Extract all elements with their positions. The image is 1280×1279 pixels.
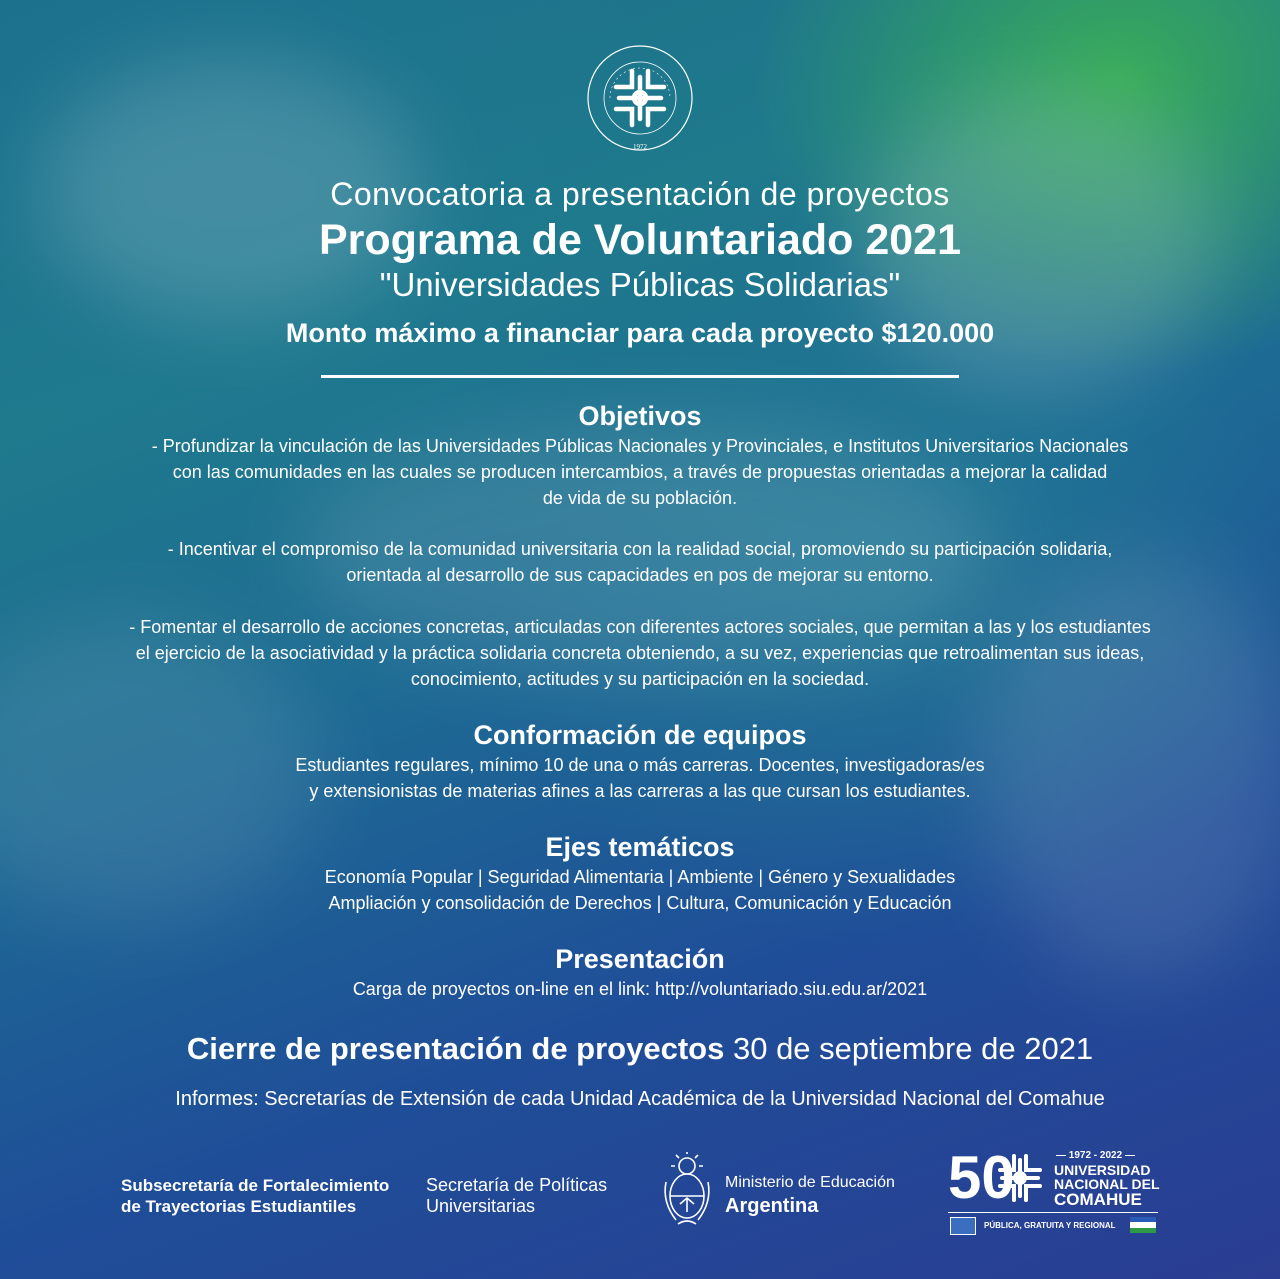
unco-divider [948,1212,1158,1213]
call-for-projects-line: Convocatoria a presentación de proyectos [330,176,950,212]
ejes-line: Economía Popular | Seguridad Alimentaria | Ambiente | Género y Sexualidades [324,867,956,887]
ejes-heading: Ejes temáticos [545,832,735,862]
argentina-coat-of-arms-icon [660,1152,714,1228]
equipos-heading: Conformación de equipos [473,720,807,750]
presentacion-link-line: Carga de proyectos on-line en el link: http://voluntariado.siu.edu.ar/2021 [352,979,928,999]
subsecretaria-line: de Trayectorias Estudiantiles [121,1197,357,1216]
subsecretaria-logo [121,1175,389,1217]
unco-name [1054,1163,1160,1208]
objetivo-line: conocimiento, actitudes y su participación en la sociedad. [410,669,870,689]
ministerio-line: Ministerio de Educación [725,1174,895,1191]
divider [321,375,959,378]
university-seal-small-icon [992,1150,1048,1206]
province-flag-icon [950,1217,976,1235]
deadline [0,1031,1280,1067]
secretaria-line: Secretaría de Políticas [426,1175,608,1195]
max-amount: Monto máximo a financiar para cada proyecto $120.000 [285,318,995,348]
presentacion-heading: Presentación [555,944,725,974]
page-title: Programa de Voluntariado 2021 [318,216,962,264]
objetivo-line: - Profundizar la vinculación de las Universidades Públicas Nacionales y Provinciales, e Institutos Universitarios Nacionales [151,436,1129,456]
subsecretaria-line: Subsecretaría de Fortalecimiento [121,1176,390,1195]
objetivo-line: orientada al desarrollo de sus capacidades en pos de mejorar su entorno. [346,565,934,585]
ejes-text [0,864,1280,916]
fifty-years-number: 50 [948,1144,1015,1211]
equipos-line: y extensionistas de materias afines a las carreras a las que cursan los estudiantes. [309,781,971,801]
objetivo-2 [0,536,1280,588]
unco-50-logo [948,1144,1163,1240]
ministerio-logo [725,1172,895,1219]
svg-text:1972: 1972 [633,143,647,151]
unco-name-line: COMAHUE [1054,1190,1142,1209]
secretaria-line: Universitarias [426,1196,536,1216]
informes: Informes: Secretarías de Extensión de cada Unidad Académica de la Universidad Nacional del Comahue [175,1088,1105,1110]
secretaria-logo [426,1175,607,1217]
unco-tagline: PÚBLICA, GRATUITA Y REGIONAL [984,1221,1116,1230]
province-flag-2-icon [1130,1217,1156,1233]
subtitle: "Universidades Públicas Solidarias" [379,266,901,303]
equipos-line: Estudiantes regulares, mínimo 10 de una o más carreras. Docentes, investigadoras/es [295,755,985,775]
objetivo-1 [0,433,1280,511]
objetivo-3 [0,614,1280,692]
objetivo-line: con las comunidades en las cuales se producen intercambios, a través de propuestas orientadas a mejorar la calidad [172,462,1108,482]
objetivo-line: el ejercicio de la asociatividad y la práctica solidaria concreta obteniendo, a su vez, experiencias que retroalimentan sus ideas, [135,643,1145,663]
objetivos-heading: Objetivos [578,401,702,431]
objetivo-line: - Incentivar el compromiso de la comunidad universitaria con la realidad social, promoviendo su participación solidaria, [167,539,1113,559]
unco-years: — 1972 - 2022 — [1056,1150,1135,1161]
university-seal-icon [585,43,695,153]
unco-name-line: NACIONAL DEL [1054,1176,1160,1192]
ministerio-line: Argentina [725,1195,819,1217]
unco-name-line: UNIVERSIDAD [1054,1162,1151,1178]
equipos-text [0,752,1280,804]
deadline-date: 30 de septiembre de 2021 [732,1031,1094,1066]
objetivo-line: - Fomentar el desarrollo de acciones concretas, articuladas con diferentes actores sociales, que permitan a las y los estudiantes [129,617,1151,637]
objetivo-line: de vida de su población. [542,488,738,508]
ejes-line: Ampliación y consolidación de Derechos | Cultura, Comunicación y Educación [328,893,952,913]
unco-years-text: 1972 - 2022 [1068,1150,1123,1161]
deadline-label: Cierre de presentación de proyectos [186,1031,725,1066]
